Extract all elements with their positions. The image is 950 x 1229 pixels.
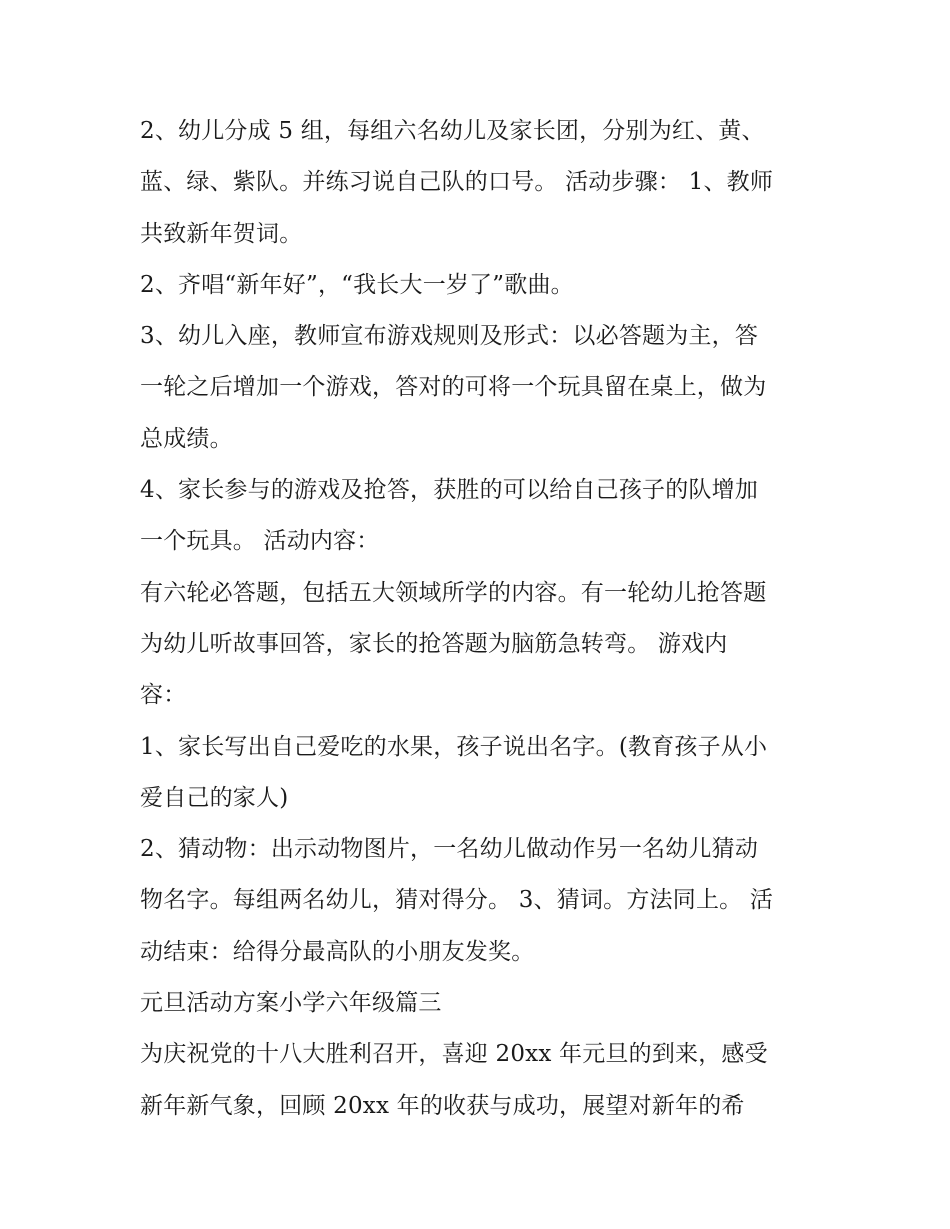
section-heading: 元旦活动方案小学六年级篇三 [140, 990, 442, 1017]
text-line: 2、幼儿分成 5 组，每组六名幼儿及家长团，分别为红、黄、 [140, 118, 765, 144]
text-line: 有六轮必答题，包括五大领域所学的内容。有一轮幼儿抢答题 [140, 579, 767, 606]
text-line: 共致新年贺词。 [140, 220, 303, 247]
text-line: 一轮之后增加一个游戏，答对的可将一个玩具留在桌上，做为 [140, 374, 767, 401]
text-line: 为庆祝党的十八大胜利召开，喜迎 20xx 年元旦的到来，感受 [140, 1041, 768, 1068]
text-line: 物名字。每组两名幼儿，猜对得分。 3、猜词。方法同上。 活 [140, 887, 774, 914]
text-line: 蓝、绿、紫队。并练习说自己队的口号。 活动步骤： 1、教师 [140, 169, 774, 196]
text-line: 新年新气象，回顾 20xx 年的收获与成功，展望对新年的希 [140, 1092, 745, 1119]
text-line: 一个玩具。 活动内容： [140, 528, 380, 555]
text-line: 爱自己的家人) [140, 784, 289, 811]
text-line: 2、猜动物：出示动物图片，一名幼儿做动作另一名幼儿猜动 [140, 836, 759, 863]
text-line: 为幼儿听故事回答，家长的抢答题为脑筋急转弯。 游戏内 [140, 630, 728, 657]
text-line: 总成绩。 [140, 425, 233, 452]
document-body [140, 106, 820, 1132]
text-line: 4、家长参与的游戏及抢答，获胜的可以给自己孩子的队增加 [140, 477, 759, 504]
text-line: 容： [140, 682, 187, 709]
text-line: 1、家长写出自己爱吃的水果，孩子说出名字。(教育孩子从小 [140, 733, 768, 760]
text-line: 2、齐唱“新年好”，“我长大一岁了”歌曲。 [140, 271, 574, 298]
text-line: 动结束：给得分最高队的小朋友发奖。 [140, 938, 535, 965]
text-line: 3、幼儿入座，教师宣布游戏规则及形式：以必答题为主，答 [140, 323, 759, 350]
